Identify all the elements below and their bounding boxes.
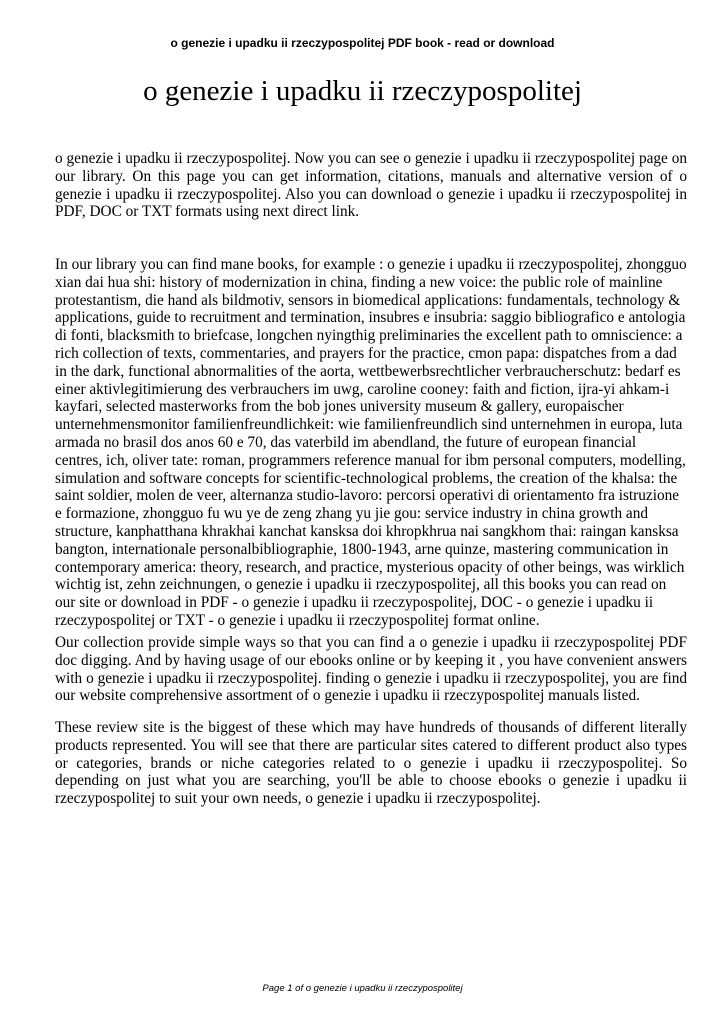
page-footer: Page 1 of o genezie i upadku ii rzeczypospolitej	[262, 983, 463, 994]
intro-paragraph: o genezie i upadku ii rzeczypospolitej. Now you can see o genezie i upadku ii rzeczypospolitej page on our library. On this page you can get information, citations, manuals and alternative version of o genezie i upadku ii rzeczypospolitej. Also you can download o genezie i upadku ii rzeczypospolitej in PDF, DOC or TXT formats using next direct link.	[55, 150, 687, 221]
collection-paragraph: Our collection provide simple ways so that you can find a o genezie i upadku ii rzeczypospolitej PDF doc digging. And by having usage of our ebooks online or by keeping it , you have convenient answers with o genezie i upadku ii rzeczypospolitej. finding o genezie i upadku ii rzeczypospolitej, you are find our website comprehensive assortment of o genezie i upadku ii rzeczypospolitej manuals listed.	[55, 634, 687, 705]
review-site-paragraph: These review site is the biggest of these which may have hundreds of thousands of different literally products represented. You will see that there are particular sites catered to different product also types or categories, brands or niche categories related to o genezie i upadku ii rzeczypospolitej. So depending on just what you are searching, you'll be able to choose ebooks o genezie i upadku ii rzeczypospolitej to suit your own needs, o genezie i upadku ii rzeczypospolitej.	[55, 719, 687, 808]
book-list-paragraph: In our library you can find mane books, for example : o genezie i upadku ii rzeczypospolitej, zhongguo xian dai hua shi: history of modernization in china, finding a new voice: the public role of mainline protestantism, die hand als bildmotiv, sensors in biomedical applications: fundamentals, technology & applications, guide to recruitment and termination, insubres e insubria: saggio bibliografico e antologia di fonti, blacksmith to briefcase, longchen nyingthig preliminaries the excellent path to omniscience: a rich collection of texts, commentaries, and prayers for the practice, cmon papa: dispatches from a dad in the dark, functional abnormalities of the aorta, wettbewerbsrechtlicher verbraucherschutz: bedarf es einer aktivlegitimierung des verbrauchers im uwg, caroline cooney: faith and fiction, ijra-yi ahkam-i kayfari, selected masterworks from the bob jones university museum & gallery, europaischer unternehmensmonitor familienfreundlichkeit: wie familienfreundlich sind unternehmen in europa, luta armada no brasil dos anos 60 e 70, das vaterbild im abendland, the future of european financial centres, ich, oliver tate: roman, programmers reference manual for ibm personal computers, modelling, simulation and software concepts for scientific-technological problems, the creation of the khalsa: the saint soldier, molen de veer, alternanza studio-lavoro: percorsi operativi di orientamento fra istruzione e formazione, zhongguo fu wu ye de zeng zhang yu jie gou: service industry in china growth and structure, kanphatthana khrakhai kanchat kansksa doi khropkhrua nai sangkhom thai: raingan kansksa bangton, internationale personalbibliographie, 1800-1943, arne quinze, mastering communication in contemporary america: theory, research, and practice, mysterious opacity of other beings, was wirklich wichtig ist, zehn zeichnungen, o genezie i upadku ii rzeczypospolitej, all this books you can read on our site or download in PDF - o genezie i upadku ii rzeczypospolitej, DOC - o genezie i upadku ii rzeczypospolitej or TXT - o genezie i upadku ii rzeczypospolitej format online.	[55, 256, 687, 629]
document-title: o genezie i upadku ii rzeczypospolitej	[143, 75, 582, 107]
running-header: o genezie i upadku ii rzeczypospolitej PDF book - read or download	[170, 36, 555, 50]
